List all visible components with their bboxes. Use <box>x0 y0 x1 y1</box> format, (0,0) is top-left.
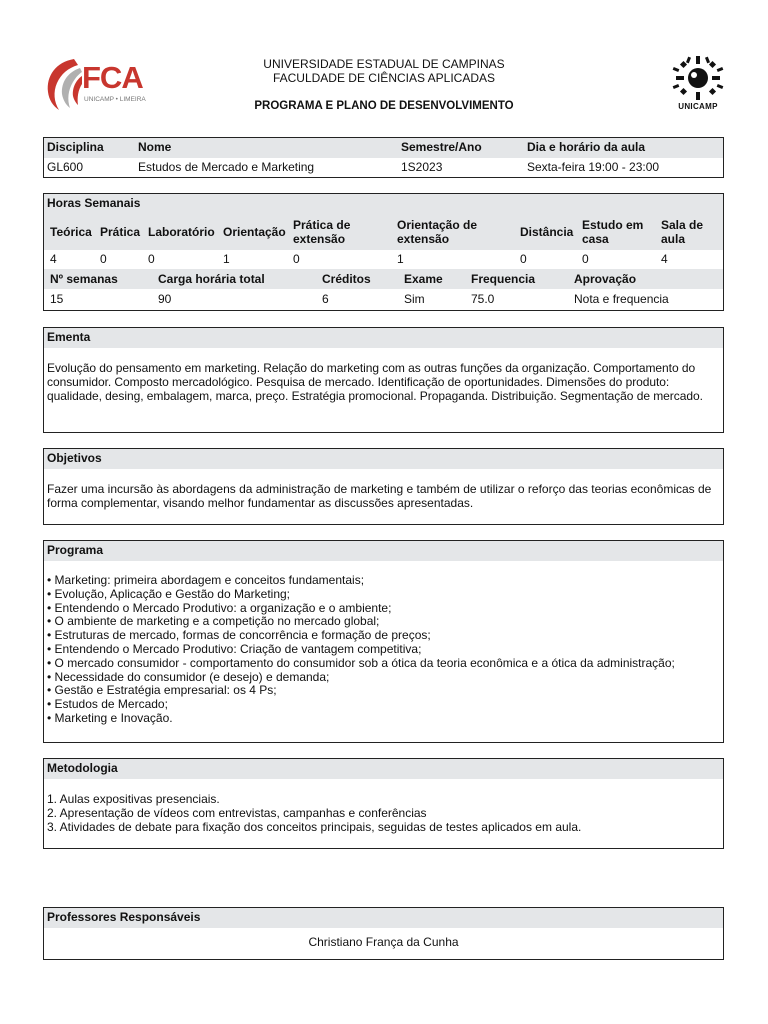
horas-h-exame: Exame <box>404 272 443 286</box>
horas-h-laboratorio: Laboratório <box>148 225 215 239</box>
ementa-title: Ementa <box>44 328 723 348</box>
horas-v-exame: Sim <box>404 292 425 306</box>
list-item: • Gestão e Estratégia empresarial: os 4 Ps; <box>47 683 277 698</box>
list-item: 2. Apresentação de vídeos com entrevistas, campanhas e conferências <box>47 806 427 820</box>
disciplina-header-nome: Nome <box>138 140 172 154</box>
objetivos-section <box>43 448 724 525</box>
ementa-section <box>43 327 724 433</box>
horas-h-pratica-extensao: Prática de extensão <box>293 218 351 246</box>
list-item: • Estruturas de mercado, formas de concorrência e formação de preços; <box>47 628 431 643</box>
university-name: UNIVERSIDADE ESTADUAL DE CAMPINAS <box>263 57 505 71</box>
horas-title: Horas Semanais <box>44 194 723 214</box>
unicamp-logo <box>672 56 724 112</box>
horas-v-teorica: 4 <box>50 252 57 266</box>
horas-v-pratica-extensao: 0 <box>293 252 300 266</box>
programa-section <box>43 540 724 743</box>
horas-v-orientacao-extensao: 1 <box>397 252 404 266</box>
horas-h-orientacao: Orientação <box>223 225 286 239</box>
horas-v-carga: 90 <box>158 292 172 306</box>
horas-v-aprovacao: Nota e frequencia <box>574 292 669 306</box>
list-item: 3. Atividades de debate para fixação dos conceitos principais, seguidas de testes aplicados em aula. <box>47 820 582 834</box>
list-item: • Entendendo o Mercado Produtivo: a organização e o ambiente; <box>47 600 392 615</box>
metodologia-section <box>43 758 724 849</box>
horas-h-aprovacao: Aprovação <box>574 272 637 286</box>
horas-h-semanas: Nº semanas <box>50 272 118 286</box>
professores-section <box>43 907 724 960</box>
fca-logo-acronym: FCA <box>82 60 143 95</box>
horas-v-semanas: 15 <box>50 292 64 306</box>
horas-h-estudo-casa: Estudo em casa <box>582 218 644 246</box>
horas-v-pratica: 0 <box>100 252 107 266</box>
list-item: • Necessidade do consumidor (e desejo) e demanda; <box>47 669 330 684</box>
horas-h-sala-aula: Sala de aula <box>661 218 704 246</box>
list-item: • Entendendo o Mercado Produtivo: Criação de vantagem competitiva; <box>47 641 422 656</box>
objetivos-title: Objetivos <box>44 449 723 469</box>
disciplina-header-semestre: Semestre/Ano <box>401 140 482 154</box>
list-item: • Marketing: primeira abordagem e conceitos fundamentais; <box>47 573 365 587</box>
disciplina-semestre: 1S2023 <box>401 160 443 174</box>
list-item: 1. Aulas expositivas presenciais. <box>47 792 220 806</box>
horas-v-sala-aula: 4 <box>661 252 668 266</box>
list-item: • Evolução, Aplicação e Gestão do Marketing; <box>47 586 291 601</box>
unicamp-logo-text: UNICAMP <box>678 102 718 111</box>
horas-v-distancia: 0 <box>520 252 527 266</box>
horas-h-carga: Carga horária total <box>158 272 265 286</box>
horas-v-laboratorio: 0 <box>148 252 155 266</box>
professor-name: Christiano França da Cunha <box>308 935 459 949</box>
disciplina-code: GL600 <box>47 160 84 174</box>
metodologia-list <box>44 779 723 838</box>
horas-h-frequencia: Frequencia <box>471 272 536 286</box>
programa-list <box>44 561 723 730</box>
horas-v-estudo-casa: 0 <box>582 252 589 266</box>
page-title: PROGRAMA E PLANO DE DESENVOLVIMENTO <box>254 100 514 112</box>
horas-h-teorica: Teórica <box>50 225 92 239</box>
list-item: • Estudos de Mercado; <box>47 697 168 712</box>
horas-h-distancia: Distância <box>520 225 574 239</box>
unicamp-logo-icon <box>672 56 724 100</box>
horas-v-orientacao: 1 <box>223 252 230 266</box>
horas-v-frequencia: 75.0 <box>471 292 495 306</box>
list-item: • Marketing e Inovação. <box>47 710 173 725</box>
disciplina-nome: Estudos de Mercado e Marketing <box>138 160 315 174</box>
disciplina-horario: Sexta-feira 19:00 - 23:00 <box>527 160 660 174</box>
fca-logo-subtitle: UNICAMP • LIMEIRA <box>84 96 146 103</box>
list-item: • O mercado consumidor - comportamento do consumidor sob a ótica da teoria econômica e a ótica da administração; <box>47 655 675 670</box>
horas-v-creditos: 6 <box>322 292 329 306</box>
ementa-text: Evolução do pensamento em marketing. Relação do marketing com as outras funções da organização. Comportamento do consumidor. Composto mercadológico. Pesquisa de mercado. Identificação de oportunidades. Dimensões do produto: qualidade, desing, embalagem, marca, preço. Estratégia promocional. Propaganda. Distribuição. Segmentação de mercado. <box>47 361 703 403</box>
programa-title: Programa <box>44 541 723 561</box>
objetivos-text: Fazer uma incursão às abordagens da administração de marketing e também de utilizar o reforço das teorias econômicas de forma complementar, visando melhor fundamentar as discussões apresentadas. <box>47 482 712 510</box>
horas-h-pratica: Prática <box>100 225 141 239</box>
metodologia-title: Metodologia <box>44 759 723 779</box>
horas-h-orientacao-extensao: Orientação de extensão <box>397 218 478 246</box>
horas-section <box>43 193 724 311</box>
disciplina-header-horario: Dia e horário da aula <box>527 140 646 154</box>
professores-title: Professores Responsáveis <box>44 908 723 928</box>
horas-h-creditos: Créditos <box>322 272 371 286</box>
disciplina-section <box>43 137 724 178</box>
faculty-name: FACULDADE DE CIÊNCIAS APLICADAS <box>272 71 496 85</box>
disciplina-header-code: Disciplina <box>47 140 104 154</box>
list-item: • O ambiente de marketing e a competição no mercado global; <box>47 614 380 629</box>
